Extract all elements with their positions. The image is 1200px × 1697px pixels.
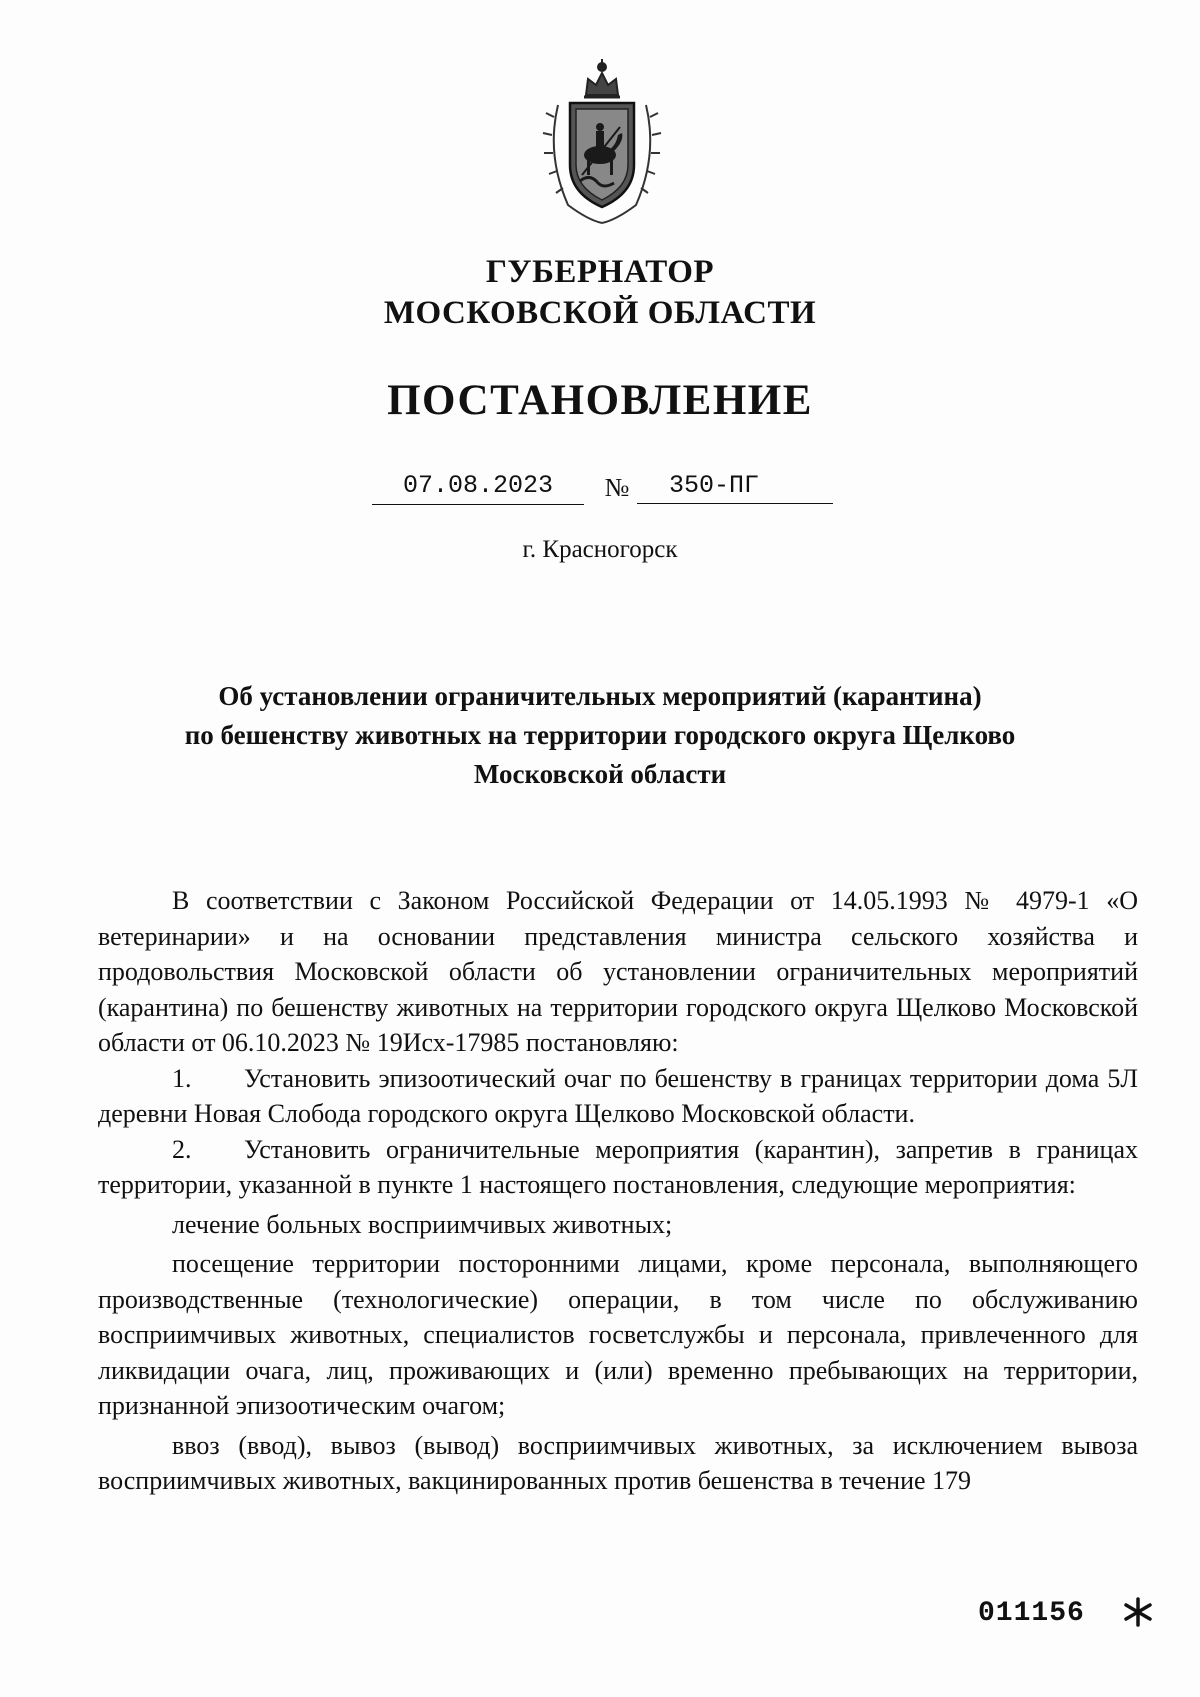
title-line-3: Московской области <box>473 759 727 789</box>
issuer-line-1: ГУБЕРНАТОР <box>485 254 715 290</box>
item-2-paragraph <box>98 1132 1138 1203</box>
issuer-line-2: МОСКОВСКОЙ ОБЛАСТИ <box>383 295 817 331</box>
measure-visits: посещение территории посторонними лицами, кроме персонала, выполняющего производственные (технологические) операции, в том числе по обслуживанию восприимчивых животных, специалистов госветслужбы и персонала, привлеченного для ликвидации очага, лиц, проживающих и (или) временно пребывающих на территории, признанной эпизоотическим очагом; <box>98 1249 1138 1420</box>
document-body <box>98 883 1138 1499</box>
document-date: 07.08.2023 <box>372 470 584 505</box>
issuer-heading <box>0 252 1200 334</box>
item-1-paragraph <box>98 1061 1138 1132</box>
coat-of-arms-icon <box>538 55 666 225</box>
number-sign: № <box>604 473 630 502</box>
item-2-text: Установить ограничительные мероприятия (карантин), запретив в границах территории, указанной в пункте 1 настоящего постановления, следующие мероприятия: <box>98 1134 1138 1199</box>
item-2-number: 2. <box>172 1134 192 1164</box>
item-1-number: 1. <box>172 1063 192 1093</box>
preamble-paragraph: В соответствии с Законом Российской Федерации от 14.05.1993 № 4979-1 «О ветеринарии» и на основании представления министра сельского хозяйства и продовольствия Московской области об установлении ограничительных мероприятий (карантина) по бешенству животных на территории городского округа Щелково Московской области от 06.10.2023 № 19Исх-17985 постановляю: <box>98 886 1138 1057</box>
title-line-1: Об установлении ограничительных мероприятий (карантина) <box>218 681 982 711</box>
document-title <box>0 677 1200 794</box>
measure-import-export: ввоз (ввод), вывоз (вывод) восприимчивых животных, за исключением вывоза восприимчивых животных, вакцинированных против бешенства в течение 179 <box>98 1430 1138 1495</box>
item-1-text: Установить эпизоотический очаг по бешенству в границах территории дома 5Л деревни Новая Слобода городского округа Щелково Московской области. <box>98 1063 1138 1128</box>
document-type: ПОСТАНОВЛЕНИЕ <box>387 377 813 424</box>
measure-treatment: лечение больных восприимчивых животных; <box>172 1209 673 1239</box>
asterisk-mark-icon <box>1122 1596 1154 1628</box>
form-serial-number: 011156 <box>978 1598 1085 1629</box>
document-number: 350-ПГ <box>637 470 833 504</box>
title-line-2: по бешенству животных на территории городского округа Щелково <box>184 720 1016 750</box>
city-of-issue: г. Красногорск <box>522 536 678 563</box>
